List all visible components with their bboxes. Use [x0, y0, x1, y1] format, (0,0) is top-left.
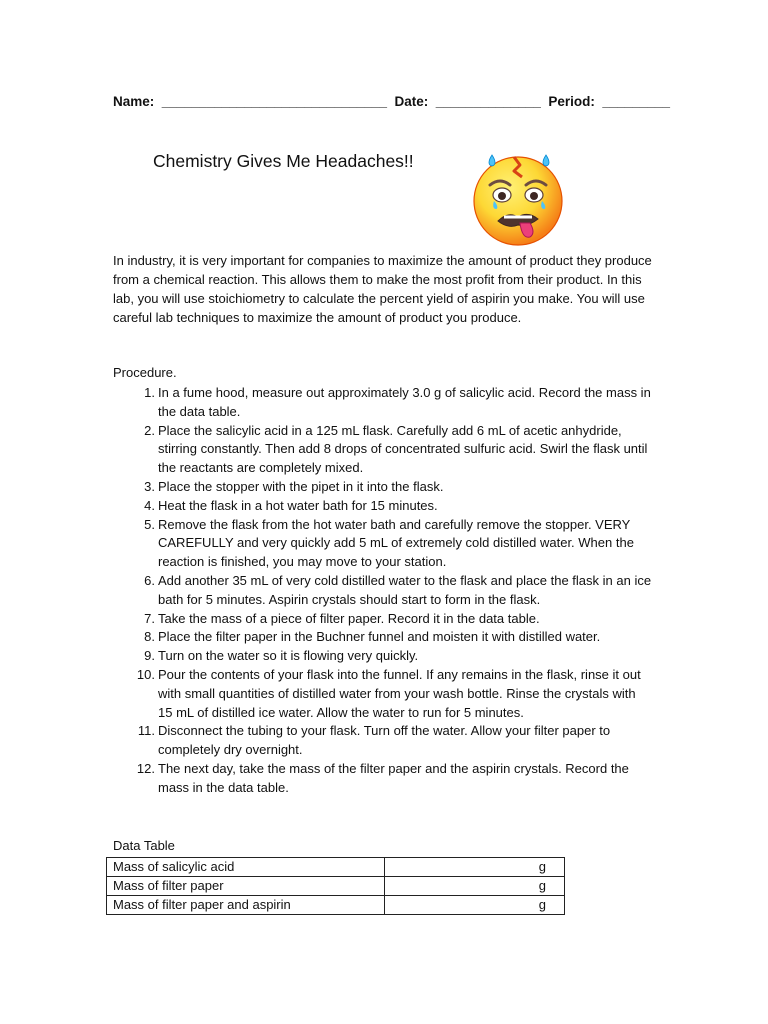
student-info-line [113, 94, 670, 109]
list-item: 5. Remove the flask from the hot water bath and carefully remove the stopper. VERY CAREFULLY and very quickly add 5 mL of extremely cold distilled water. When the reaction is finished, you may move to your station. [144, 516, 634, 570]
procedure-heading: Procedure. [113, 365, 177, 380]
table-row [107, 858, 565, 877]
table-cell-label: Mass of salicylic acid [107, 858, 385, 877]
list-item: 10. Pour the contents of your flask into the funnel. If any remains in the flask, rinse it out with small quantities of distilled water from your wash bottle. Rinse the crystals with 15 mL of distilled ice water. Allow the water to run for 5 minutes. [136, 666, 641, 720]
list-item: 6. Add another 35 mL of very cold distilled water to the flask and place the flask in an ice bath for 5 minutes. Aspirin crystals should start to form in the flask. [144, 572, 652, 607]
data-table-heading: Data Table [113, 838, 175, 853]
headache-face-icon [470, 147, 566, 247]
date-field[interactable]: Date: ______________ [387, 94, 541, 109]
table-row [107, 896, 565, 915]
page-title: Chemistry Gives Me Headaches!! [153, 151, 414, 171]
list-item: 3. Place the stopper with the pipet in it into the flask. [144, 478, 444, 494]
list-item: 4. Heat the flask in a hot water bath for 15 minutes. [144, 497, 438, 513]
list-item: 7. Take the mass of a piece of filter paper. Record it in the data table. [144, 610, 540, 626]
table-cell-value[interactable]: g [385, 896, 565, 915]
list-item: 12. The next day, take the mass of the filter paper and the aspirin crystals. Record the mass in the data table. [136, 760, 629, 795]
data-table [106, 857, 565, 915]
procedure-steps [113, 384, 653, 798]
table-cell-value[interactable]: g [385, 877, 565, 896]
table-cell-value[interactable]: g [385, 858, 565, 877]
list-item: 1. In a fume hood, measure out approximately 3.0 g of salicylic acid. Record the mass in the data table. [144, 385, 651, 419]
period-field[interactable]: Period: _________ [540, 94, 670, 109]
intro-paragraph: In industry, it is very important for companies to maximize the amount of product they produce from a chemical reaction. This allows them to make the most profit from their product. In this lab, you will use stoichiometry to calculate the percent yield of aspirin you make. You will use careful lab techniques to maximize the amount of product you produce. [113, 253, 652, 325]
table-cell-label: Mass of filter paper [107, 877, 385, 896]
list-item: 8. Place the filter paper in the Buchner funnel and moisten it with distilled water. [144, 629, 601, 645]
name-field[interactable]: Name: ______________________________ [113, 94, 388, 109]
table-cell-label: Mass of filter paper and aspirin [107, 896, 385, 915]
list-item: 2. Place the salicylic acid in a 125 mL flask. Carefully add 6 mL of acetic anhydride, stirring constantly. Then add 8 drops of concentrated sulfuric acid. Swirl the flask until the reactants are completely mixed. [144, 422, 648, 476]
table-row [107, 877, 565, 896]
list-item: 11. Disconnect the tubing to your flask. Turn off the water. Allow your filter paper to completely dry overnight. [137, 723, 611, 758]
list-item: 9. Turn on the water so it is flowing very quickly. [144, 648, 419, 664]
